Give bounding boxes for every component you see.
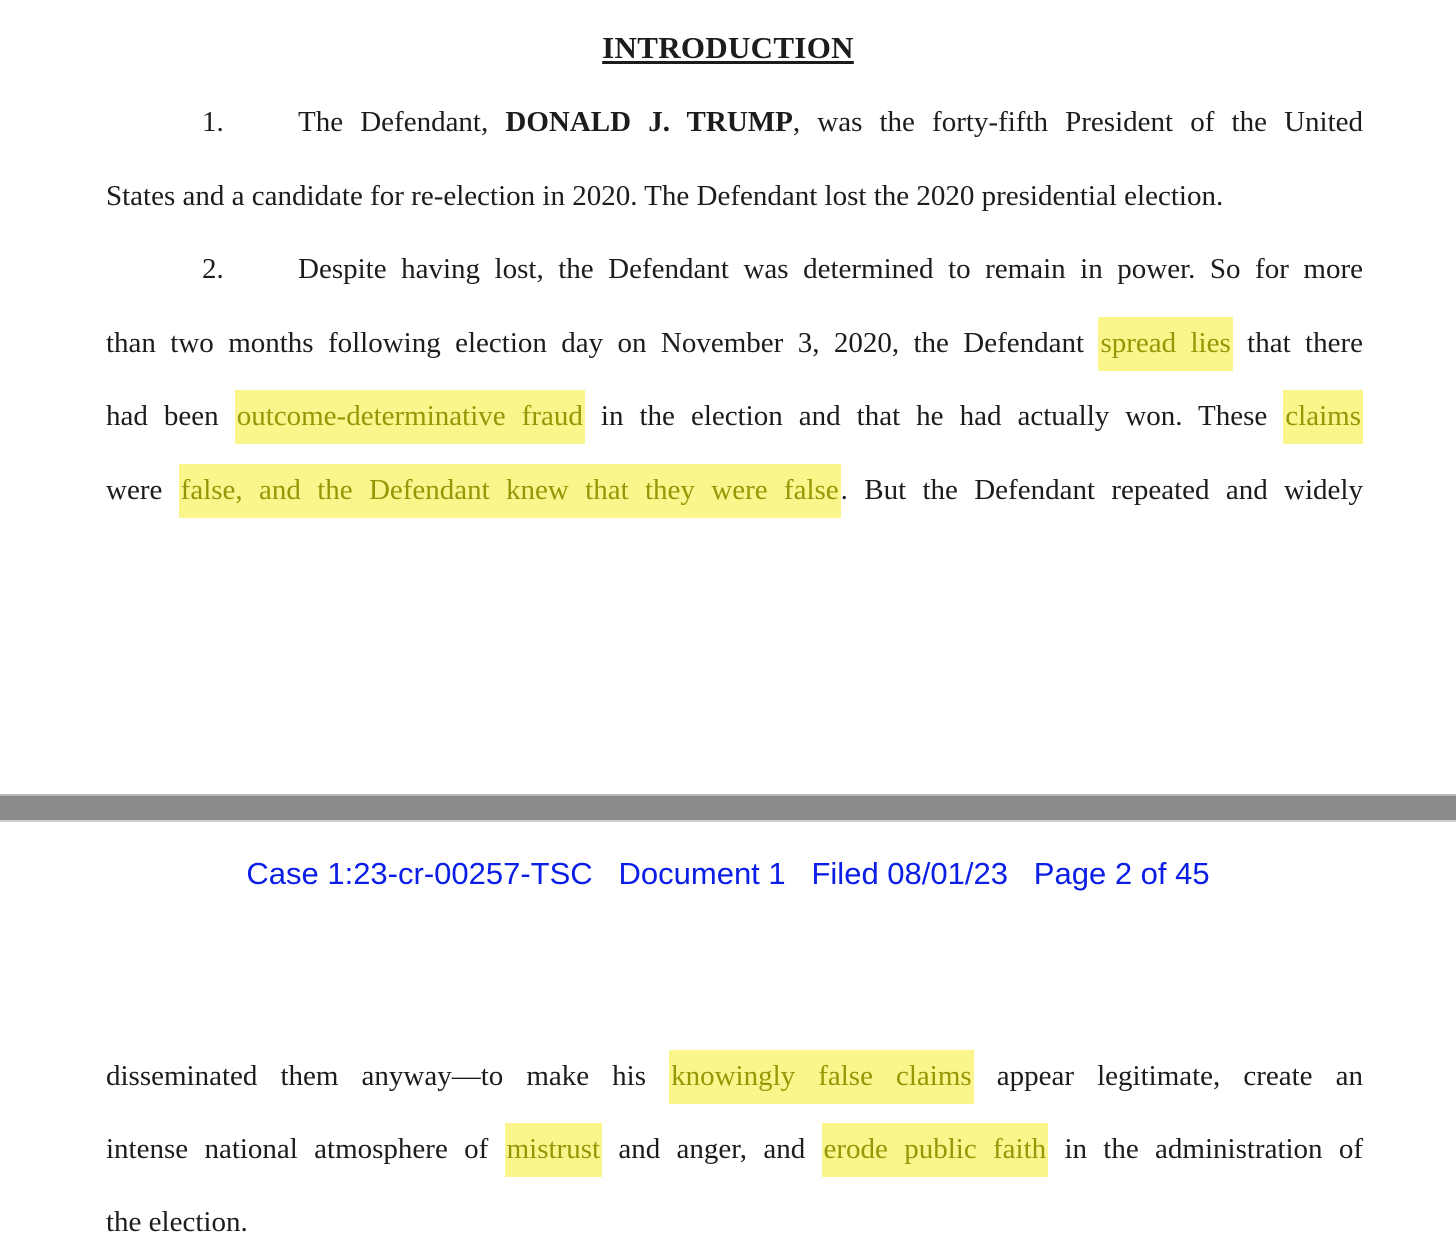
text-segment: in the administration of	[1048, 1133, 1364, 1165]
text-line	[106, 1127, 1363, 1171]
text-segment: appear legitimate, create an	[973, 1060, 1363, 1092]
text-line	[106, 100, 1363, 144]
page-separator	[0, 794, 1456, 822]
text-segment: Despite having lost, the Defendant was determined to remain in power. So for more	[298, 253, 1363, 286]
highlighted-phrase: outcome-determinative fraud	[235, 390, 585, 444]
text-segment: disseminated them anyway—to make his	[106, 1060, 670, 1092]
text-segment: that there	[1232, 326, 1363, 359]
text-segment: in the election and that he had actually won. These	[584, 400, 1284, 433]
text-line	[106, 1054, 1363, 1098]
text-line	[106, 468, 1363, 512]
text-segment: The Defendant,	[298, 106, 506, 138]
highlighted-phrase: false, and the Defendant knew that they were false	[179, 464, 841, 518]
text-segment: were	[106, 474, 179, 506]
text-segment: the election.	[106, 1206, 248, 1238]
text-segment: had been	[106, 400, 235, 433]
text-segment: States and a candidate for re-election in 2020. The Defendant lost the 2020 presidential election.	[106, 179, 1224, 212]
highlighted-phrase: mistrust	[505, 1123, 602, 1177]
text-segment: and anger, and	[602, 1133, 822, 1165]
text-line	[106, 394, 1363, 438]
case-header: Case 1:23-cr-00257-TSC Document 1 Filed 08/01/23 Page 2 of 45	[246, 856, 1210, 891]
highlighted-phrase: spread lies	[1098, 317, 1232, 371]
text-line	[106, 1200, 1363, 1244]
highlighted-phrase: claims	[1283, 390, 1363, 444]
paragraph-number: 2.	[202, 253, 224, 286]
text-segment: , was the forty-fifth President of the United	[792, 106, 1363, 138]
text-line	[106, 174, 1363, 218]
highlighted-phrase: erode public faith	[822, 1123, 1049, 1177]
highlighted-phrase: knowingly false claims	[669, 1050, 974, 1104]
document-page-bottom	[0, 822, 1456, 1252]
text-segment: . But the Defendant repeated and widely	[840, 474, 1363, 506]
text-line	[106, 247, 1363, 291]
text-segment: intense national atmosphere of	[106, 1133, 505, 1165]
section-heading: INTRODUCTION	[602, 30, 854, 65]
paragraph-number: 1.	[202, 106, 224, 138]
text-segment: than two months following election day on November 3, 2020, the Defendant	[106, 326, 1099, 359]
defendant-name: DONALD J. TRUMP	[505, 106, 793, 138]
text-line	[106, 321, 1363, 365]
